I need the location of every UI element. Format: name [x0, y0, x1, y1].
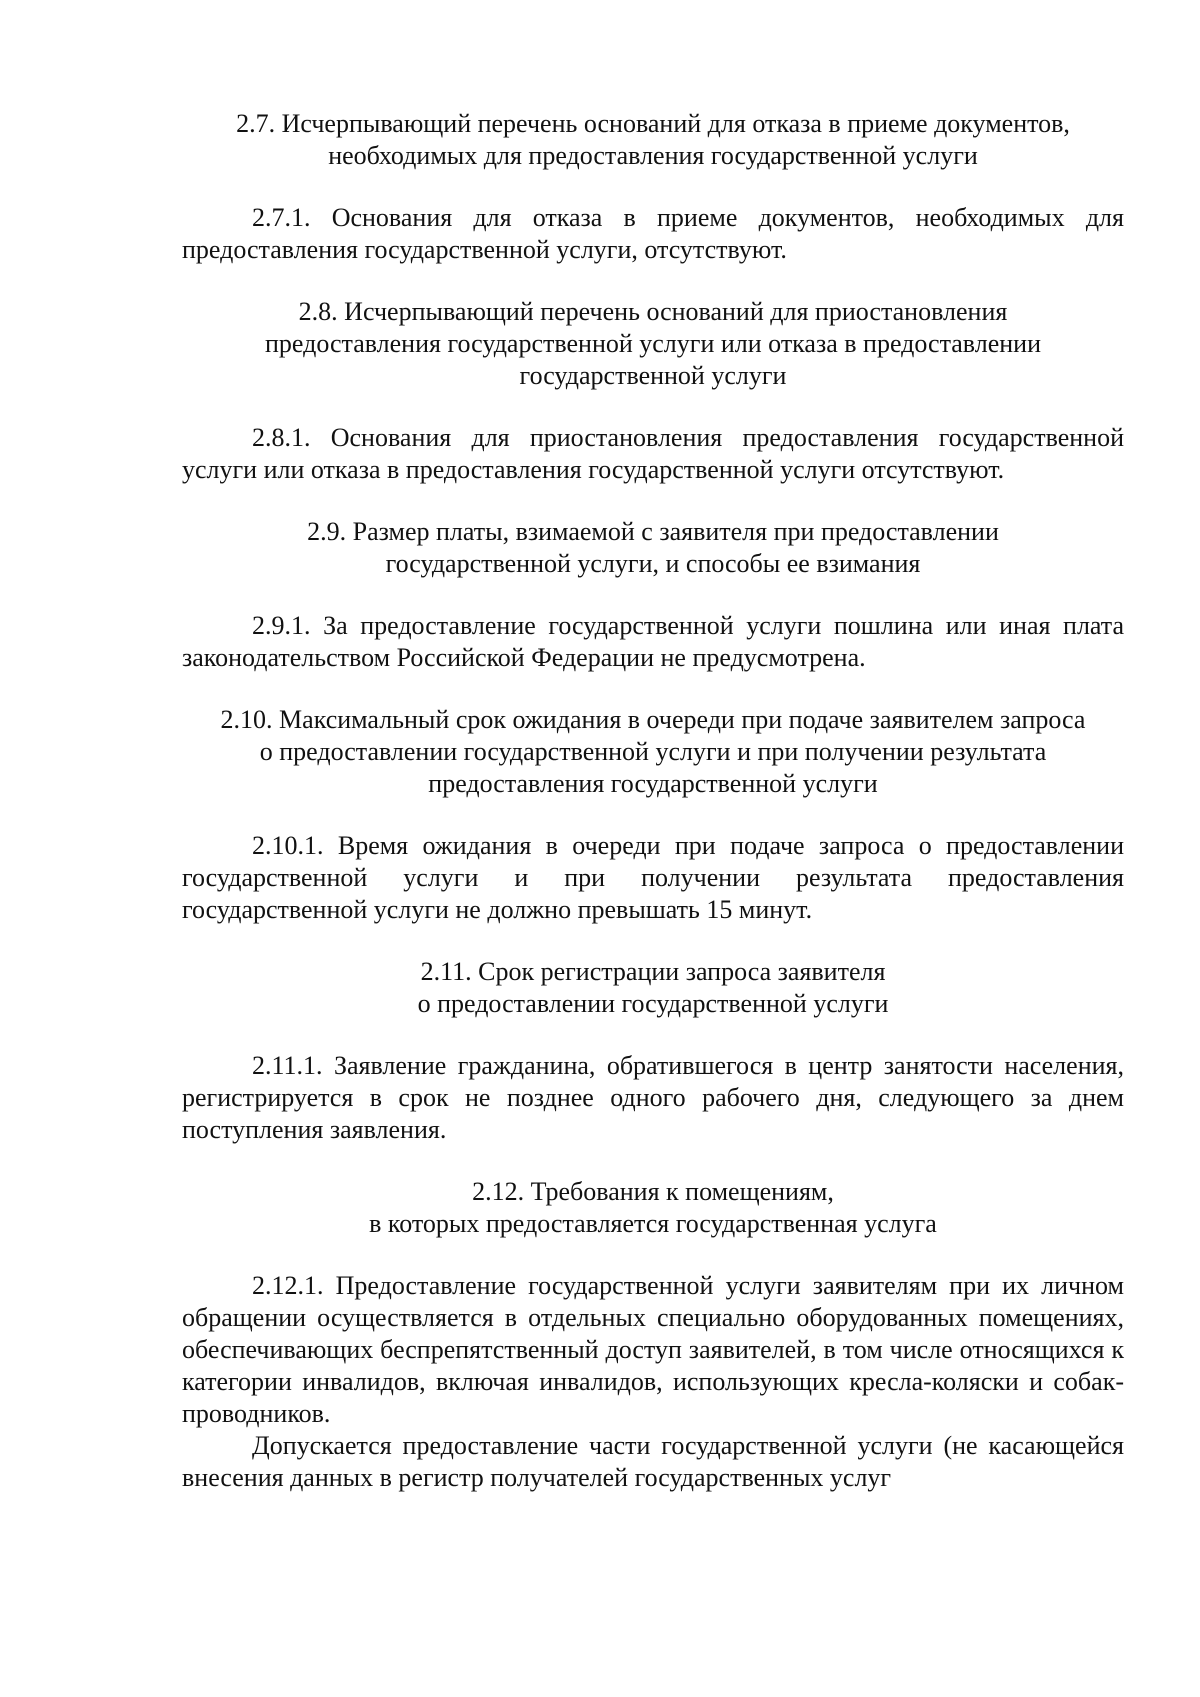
- paragraph-2-8-1: 2.8.1. Основания для приостановления предоставления государственной услуги или отказа в предоставления государственной услуги отсутствуют.: [182, 423, 1124, 484]
- document-page: [182, 108, 1124, 1494]
- paragraph-2-9-1: 2.9.1. За предоставление государственной услуги пошлина или иная плата законодательством Российской Федерации не предусмотрена.: [182, 611, 1124, 672]
- heading-line: 2.9. Размер платы, взимаемой с заявителя при предоставлении: [307, 517, 999, 546]
- section-heading-2-11: [182, 956, 1124, 1020]
- section-heading-2-9: [182, 516, 1124, 580]
- heading-line: 2.12. Требования к помещениям,: [472, 1177, 834, 1206]
- heading-line: 2.10. Максимальный срок ожидания в очереди при подаче заявителем запроса: [220, 705, 1086, 734]
- heading-line: о предоставлении государственной услуги: [417, 989, 889, 1018]
- section-heading-2-8: [182, 296, 1124, 392]
- heading-line: 2.11. Срок регистрации запроса заявителя: [420, 957, 886, 986]
- heading-line: предоставления государственной услуги: [428, 769, 878, 798]
- paragraph-2-12-1-continued: Допускается предоставление части государственной услуги (не касающейся внесения данных в регистр получателей государственных услуг: [182, 1431, 1124, 1492]
- heading-line: 2.7. Исчерпывающий перечень оснований для отказа в приеме документов,: [236, 109, 1070, 138]
- paragraph-2-11-1: 2.11.1. Заявление гражданина, обратившегося в центр занятости населения, регистрируется в срок не позднее одного рабочего дня, следующего за днем поступления заявления.: [182, 1051, 1124, 1144]
- heading-line: предоставления государственной услуги или отказа в предоставлении: [264, 329, 1041, 358]
- section-heading-2-10: [182, 704, 1124, 800]
- heading-line: в которых предоставляется государственная услуга: [369, 1209, 937, 1238]
- paragraph-2-10-1: 2.10.1. Время ожидания в очереди при подаче запроса о предоставлении государственной услуги и при получении результата предоставления государственной услуги не должно превышать 15 минут.: [182, 831, 1124, 924]
- heading-line: о предоставлении государственной услуги и при получении результата: [259, 737, 1047, 766]
- section-heading-2-12: [182, 1176, 1124, 1240]
- paragraph-2-7-1: 2.7.1. Основания для отказа в приеме документов, необходимых для предоставления государственной услуги, отсутствуют.: [182, 203, 1124, 264]
- section-heading-2-7: [182, 108, 1124, 172]
- heading-line: государственной услуги: [519, 361, 787, 390]
- heading-line: необходимых для предоставления государственной услуги: [328, 141, 978, 170]
- heading-line: государственной услуги, и способы ее взимания: [385, 549, 921, 578]
- paragraph-2-12-1: 2.12.1. Предоставление государственной услуги заявителям при их личном обращении осуществляется в отдельных специально оборудованных помещениях, обеспечивающих беспрепятственный доступ заявителей, в том числе относящихся к категории инвалидов, включая инвалидов, использующих кресла-коляски и собак-проводников.: [182, 1271, 1124, 1428]
- heading-line: 2.8. Исчерпывающий перечень оснований для приостановления: [298, 297, 1008, 326]
